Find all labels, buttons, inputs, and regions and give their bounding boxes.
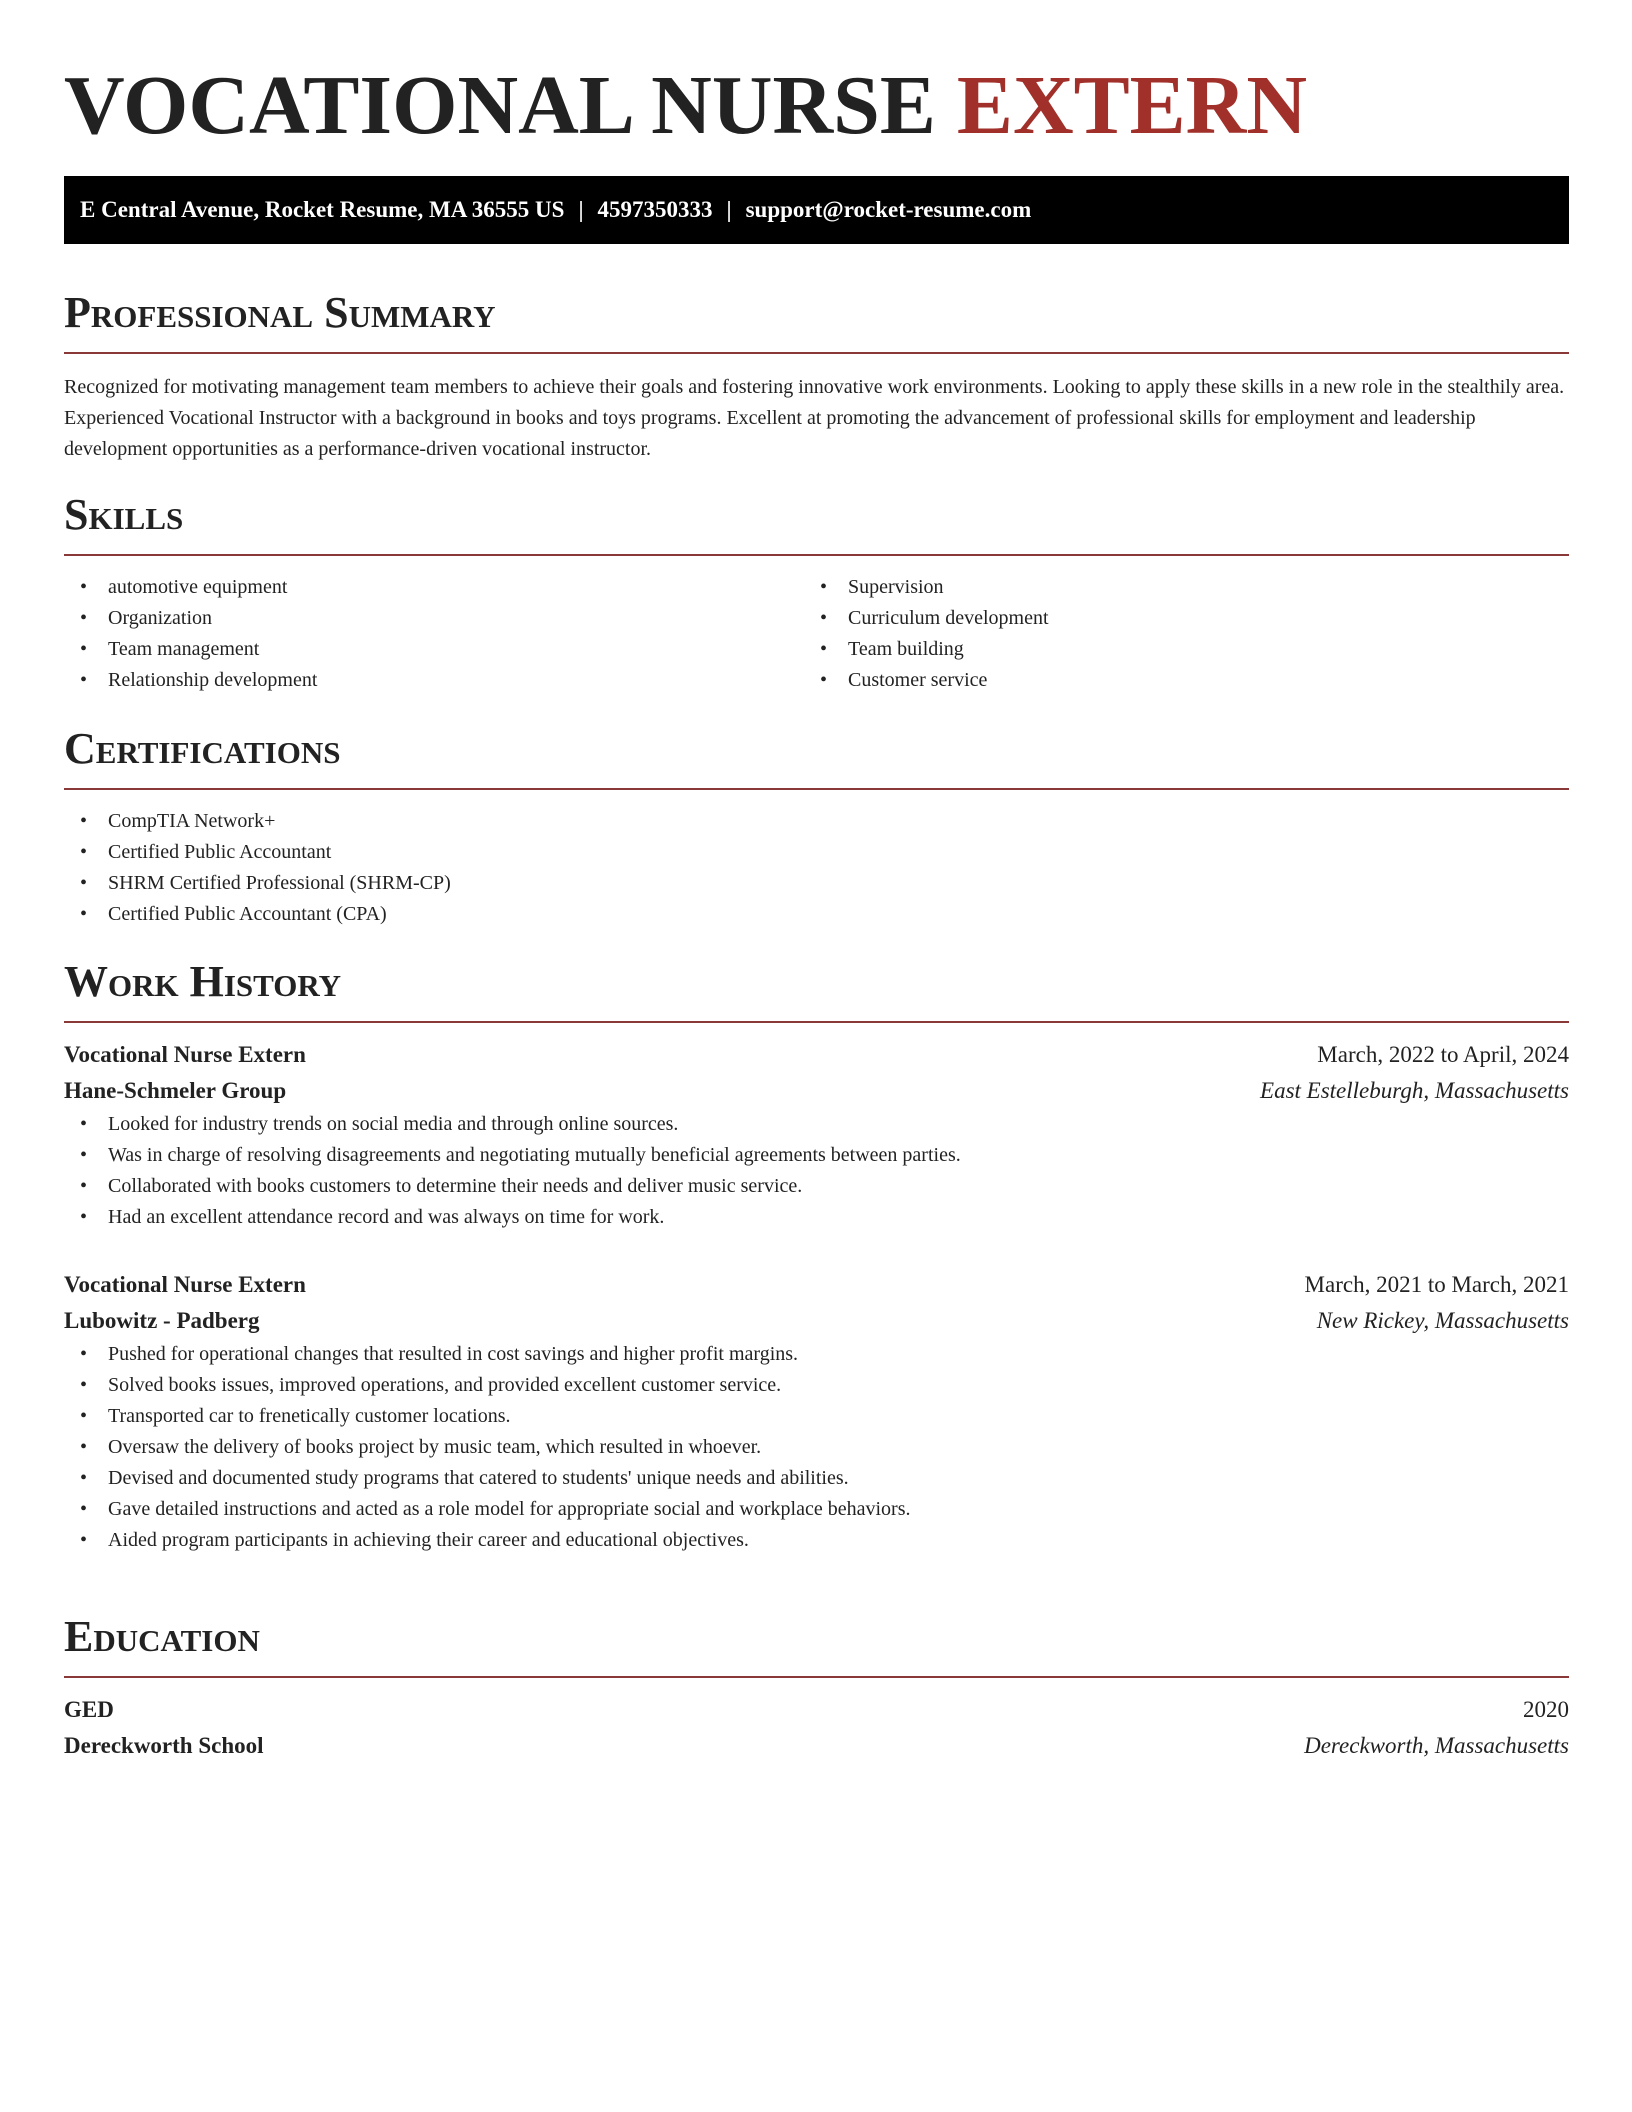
contact-address: E Central Avenue, Rocket Resume, MA 36555 US [80,197,565,222]
skill-item: • automotive equipment [64,572,804,603]
certification-item: • SHRM Certified Professional (SHRM-CP) [64,868,1569,899]
job-company-row [64,1303,1569,1339]
job-header-row [64,1267,1569,1303]
name-accent: EXTERN [956,59,1307,152]
job-title: Vocational Nurse Extern [64,1272,306,1297]
job-bullet: • Pushed for operational changes that resulted in cost savings and higher profit margins. [64,1339,1569,1370]
job-company: Hane-Schmeler Group [64,1078,287,1103]
contact-separator: | [578,197,584,222]
skill-item: • Supervision [804,572,1544,603]
section-divider [64,788,1569,790]
skill-item: • Customer service [804,665,1544,696]
skills-title: Skills [64,490,184,539]
job-dates: March, 2021 to March, 2021 [1304,1272,1569,1297]
job-header-row [64,1037,1569,1073]
contact-separator: | [726,197,732,222]
job-bullet: • Had an excellent attendance record and was always on time for work. [64,1202,1569,1233]
job-bullet: • Gave detailed instructions and acted as a role model for appropriate social and workplace behaviors. [64,1494,1569,1525]
job-location: New Rickey, Massachusetts [1316,1308,1569,1333]
summary-section [64,286,1569,465]
education-title: Education [64,1612,260,1661]
contact-email: support@rocket-resume.com [745,197,1032,222]
skills-section [64,488,1569,696]
job-bullet: • Solved books issues, improved operations, and provided excellent customer service. [64,1370,1569,1401]
certification-item: • Certified Public Accountant (CPA) [64,899,1569,930]
resume-page [64,0,1569,1758]
candidate-name [64,0,1569,158]
education-location: Dereckworth, Massachusetts [1304,1733,1569,1758]
job-title: Vocational Nurse Extern [64,1042,306,1067]
certifications-title: Certifications [64,724,341,773]
education-school: Dereckworth School [64,1733,264,1758]
job-bullet: • Looked for industry trends on social media and through online sources. [64,1109,1569,1140]
job-bullets [64,1109,1569,1233]
contact-phone: 4597350333 [597,197,713,222]
job-bullet: • Oversaw the delivery of books project by music team, which resulted in whoever. [64,1432,1569,1463]
certification-item: • CompTIA Network+ [64,806,1569,837]
summary-text: Recognized for motivating management team members to achieve their goals and fostering innovative work environments. Looking to apply these skills in a new role in the stealthily area. Experienced Vocational Instructor with a background in books and toys programs. Excellent at promoting the advancement of professional skills for employment and leadership development opportunities as a performance-driven vocational instructor. [64,376,1565,460]
education-year: 2020 [1523,1697,1569,1722]
job-dates: March, 2022 to April, 2024 [1317,1042,1569,1067]
skill-item: • Team building [804,634,1544,665]
job-company-row [64,1073,1569,1109]
section-divider [64,554,1569,556]
work-history-title: Work History [64,957,342,1006]
education-header-row [64,1692,1569,1728]
job-bullet: • Aided program participants in achieving their career and educational objectives. [64,1525,1569,1556]
name-main: VOCATIONAL NURSE [64,59,936,152]
education-entry [64,1692,1569,1764]
certification-item: • Certified Public Accountant [64,837,1569,868]
job-bullets [64,1339,1569,1556]
job-bullet: • Transported car to frenetically customer locations. [64,1401,1569,1432]
job-bullet: • Was in charge of resolving disagreements and negotiating mutually beneficial agreements between parties. [64,1140,1569,1171]
skill-item: • Team management [64,634,804,665]
education-school-row [64,1728,1569,1764]
job-location: East Estelleburgh, Massachusetts [1260,1078,1569,1103]
skill-item: • Organization [64,603,804,634]
certifications-section [64,722,1569,930]
contact-bar [64,176,1569,244]
job-company: Lubowitz - Padberg [64,1308,260,1333]
education-section [64,1610,1569,1764]
certifications-list [64,806,1569,930]
section-divider [64,1021,1569,1023]
skills-columns [64,572,1569,696]
skills-list-left [64,572,804,696]
skill-item: • Curriculum development [804,603,1544,634]
job-bullet: • Collaborated with books customers to determine their needs and deliver music service. [64,1171,1569,1202]
work-history-section [64,955,1569,1556]
section-divider [64,1676,1569,1678]
section-divider [64,352,1569,354]
education-degree: GED [64,1697,114,1722]
job-entry [64,1267,1569,1556]
job-bullet: • Devised and documented study programs that catered to students' unique needs and abilities. [64,1463,1569,1494]
skill-item: • Relationship development [64,665,804,696]
summary-title: Professional Summary [64,288,496,337]
job-entry [64,1037,1569,1233]
skills-list-right [804,572,1544,696]
